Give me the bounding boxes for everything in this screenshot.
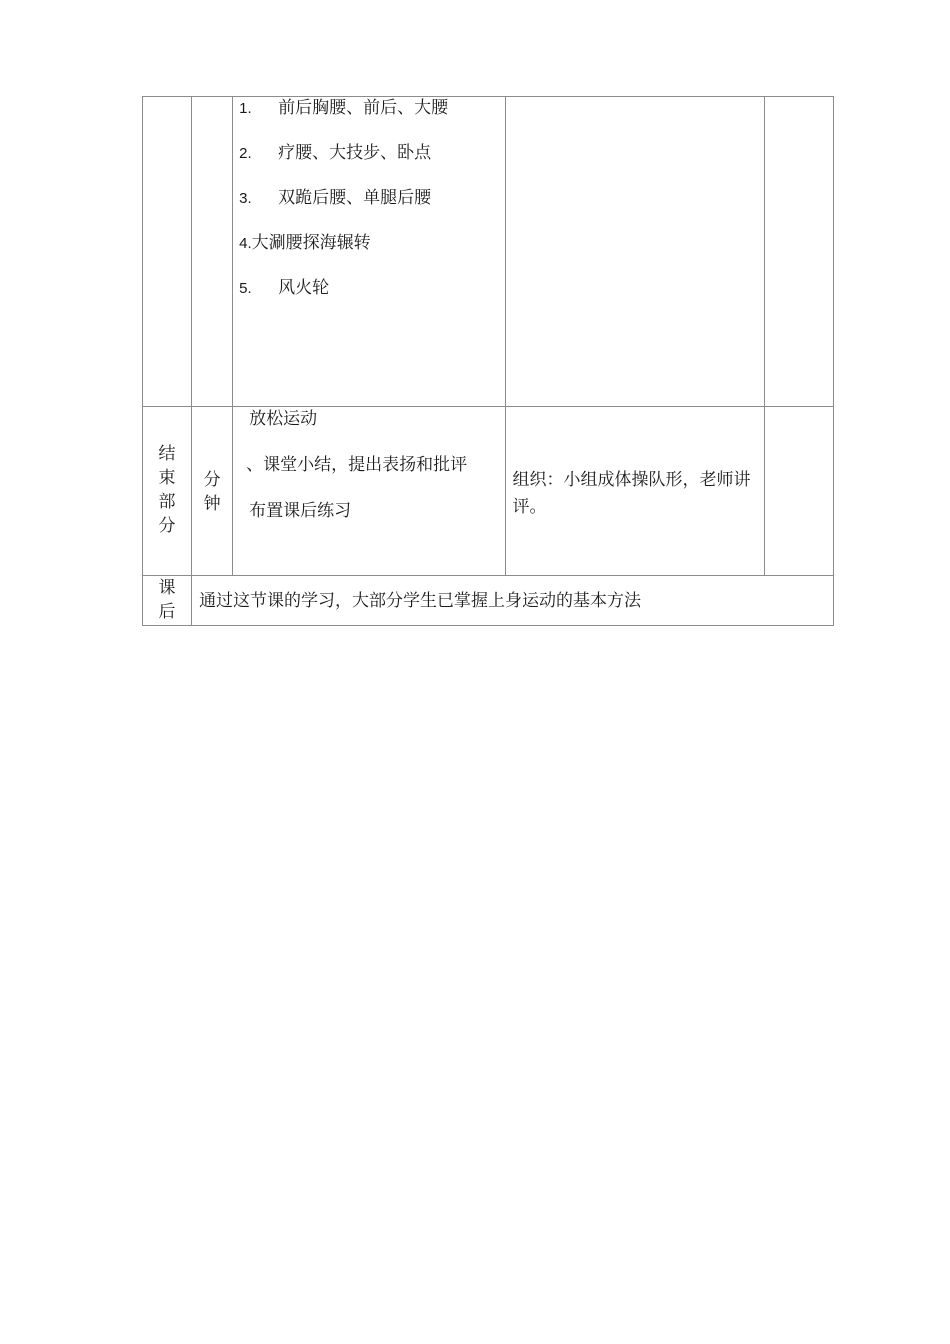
minutes-label: 分 钟 <box>203 470 221 514</box>
section-label-cell <box>143 97 192 407</box>
item-number: 3. <box>239 190 252 207</box>
item-number: 1. <box>239 100 252 117</box>
organization-text: 组织：小组成体操队形，老师讲评。 <box>512 470 751 517</box>
section-label-cell <box>143 407 192 576</box>
notes-cell <box>764 97 833 407</box>
item-text: 双跪后腰、单腿后腰 <box>278 188 432 208</box>
time-cell <box>192 97 233 407</box>
item-number: 4. <box>239 235 252 252</box>
main-section-row <box>143 97 834 407</box>
item-text: 大涮腰探海辗转 <box>251 233 371 253</box>
item-text: 风火轮 <box>278 278 330 298</box>
after-class-row <box>143 576 834 626</box>
closing-list <box>233 407 504 545</box>
item-number: 5. <box>239 280 252 297</box>
section-label-cell <box>143 576 192 626</box>
closing-content-cell <box>233 407 505 576</box>
organization-cell <box>505 97 764 407</box>
reflection-cell <box>192 576 834 626</box>
time-cell <box>192 407 233 576</box>
closing-section-row <box>143 407 834 576</box>
item-number: 2. <box>239 145 252 162</box>
list-item <box>239 231 504 277</box>
item-text: 前后胸腰、前后、大腰 <box>278 98 449 118</box>
notes-cell <box>764 407 833 576</box>
organization-cell <box>505 407 764 576</box>
reflection-text: 通过这节课的学习，大部分学生已掌握上身运动的基本方法 <box>199 591 642 611</box>
list-item <box>239 186 504 232</box>
list-item <box>239 96 504 142</box>
lesson-plan-table <box>142 96 834 626</box>
closing-section-label: 结 束 部 分 <box>158 444 176 536</box>
after-class-label: 课 后 <box>158 578 176 622</box>
list-item <box>239 141 504 187</box>
list-item: 、课堂小结，提出表扬和批评 <box>246 455 468 475</box>
list-item: 放松运动 <box>249 409 318 429</box>
exercise-list <box>233 96 504 322</box>
exercise-content-cell <box>233 97 505 407</box>
list-item: 布置课后练习 <box>249 501 352 521</box>
list-item <box>239 276 504 322</box>
item-text: 疗腰、大技步、卧点 <box>278 143 432 163</box>
